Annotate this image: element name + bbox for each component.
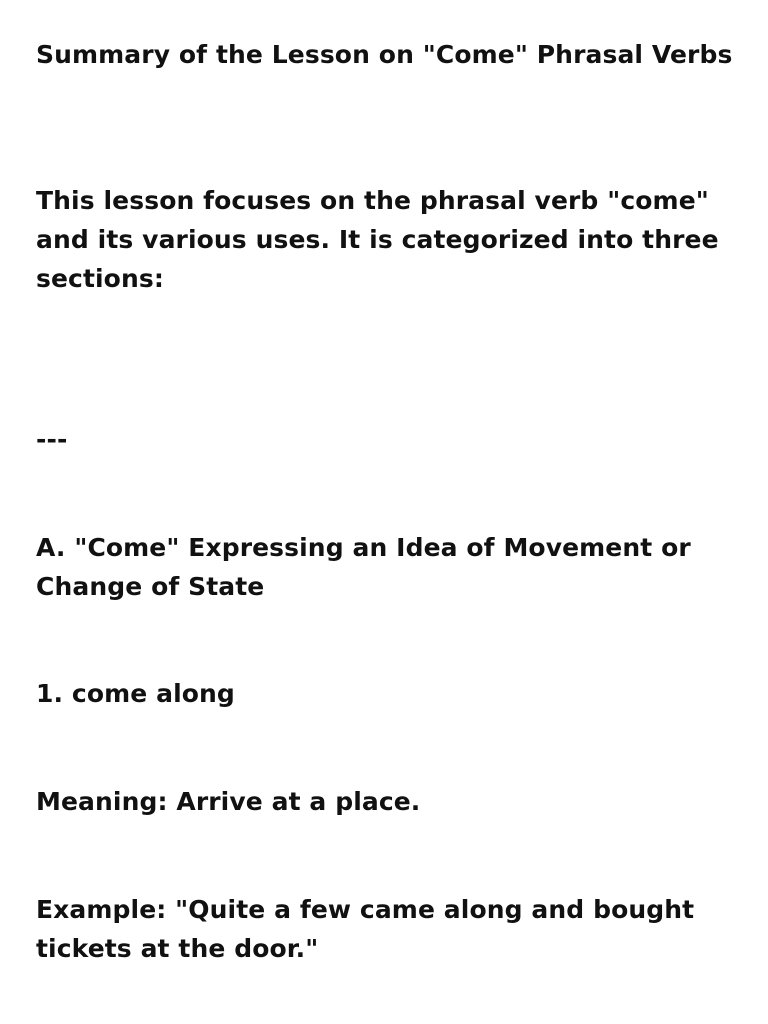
phrasal-verb-title: 1. come along xyxy=(36,679,235,708)
section-separator: --- xyxy=(36,425,68,454)
phrasal-verb-meaning: Meaning: Arrive at a place. xyxy=(36,787,421,816)
section-a-heading: A. "Come" Expressing an Idea of Movement or Change of State xyxy=(36,533,691,601)
phrasal-verb-example: Example: "Quite a few came along and bought tickets at the door." xyxy=(36,895,695,963)
intro-paragraph: This lesson focuses on the phrasal verb "come" and its various uses. It is categorized into three sections: xyxy=(36,186,719,293)
document-title: Summary of the Lesson on "Come" Phrasal Verbs xyxy=(36,40,733,69)
